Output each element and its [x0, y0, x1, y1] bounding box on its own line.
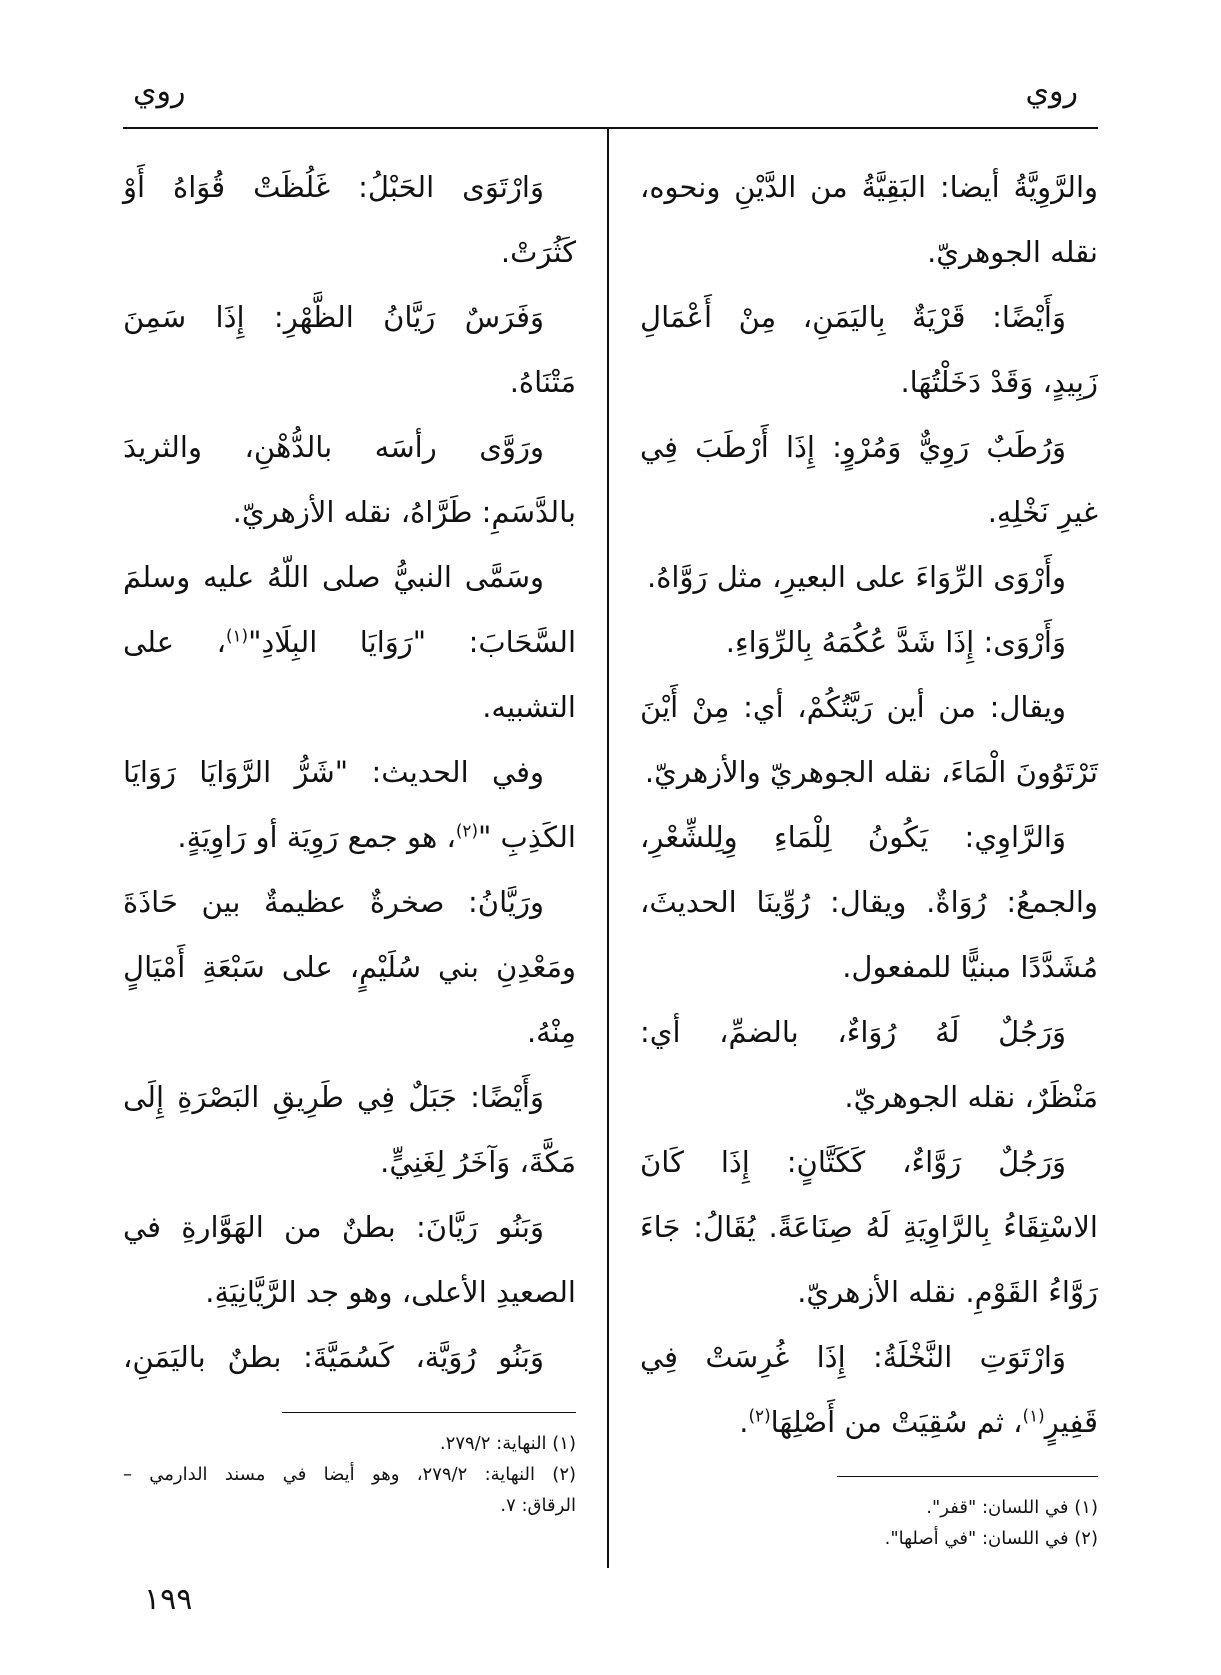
paragraph	[640, 155, 1098, 285]
text-line: وَأَرْوَى: إِذَا شَدَّ عُكُمَهُ بِالرِّوَاءِ.	[725, 625, 1066, 659]
text-line	[123, 805, 576, 870]
text-line: والرَّوِيَّةُ أيضا: البَقِيَّةُ من الدَّيْنِ ونحوه،	[640, 170, 1098, 204]
footnote: (١) في اللسان: "قفر".	[926, 1497, 1098, 1518]
text-segment: قَفِيرٍ	[1044, 1405, 1098, 1439]
text-line: التشبيه.	[482, 690, 576, 724]
text-line: وَأَيْضًا: جَبَلٌ فِي طَرِيقِ البَصْرَةِ إِلَى	[123, 1080, 544, 1114]
paragraph	[640, 610, 1098, 675]
text-line: وَرَجُلٌ لَهُ رُوَاءٌ، بالضمِّ، أي:	[640, 1015, 1066, 1049]
running-header-right: روي	[1025, 74, 1078, 109]
text-line: وَرُطَبٌ رَوِيٌّ وَمُرْوٍ: إِذَا أَرْطَبَ فِي	[640, 430, 1066, 464]
paragraph	[123, 740, 576, 870]
text-line: غيرِ نَخْلِهِ.	[987, 495, 1098, 529]
text-segment: ، على	[123, 625, 226, 659]
paragraph	[640, 545, 1098, 610]
page-number: ١٩٩	[144, 1582, 193, 1617]
text-line: تَرْتَوُونَ الْمَاءَ، نقله الجوهريّ والأزهريّ.	[644, 755, 1098, 789]
footnote: (٢) النهاية: ٢٧٩/٢، وهو أيضا في مسند الدارمي –	[123, 1464, 577, 1485]
text-segment: السَّحَابَ: "رَوَايَا البِلَادِ"	[248, 625, 576, 659]
text-line: والجمعُ: رُوَاةٌ. ويقال: رُوِّينَا الحديثَ،	[640, 885, 1098, 919]
footnote-rule-left	[282, 1412, 576, 1413]
text-line: مُشَدَّدًا مبنيًّا للمفعول.	[842, 950, 1098, 984]
text-line: وسَمَّى النبيُّ صلى اللّهُ عليه وسلمَ	[123, 560, 544, 594]
paragraph	[123, 1195, 576, 1325]
text-line: مَنْظَرٌ، نقله الجوهريّ.	[844, 1080, 1098, 1114]
text-line: وأَرْوَى الرِّوَاءَ على البعيرِ، مثل رَوَّاهُ.	[647, 560, 1066, 594]
paragraph	[640, 415, 1098, 545]
text-line	[123, 610, 576, 675]
running-header-left: روي	[133, 74, 186, 109]
text-line: نقله الجوهريّ.	[927, 235, 1098, 269]
text-line: رَوَّاءُ القَوْمِ. نقله الأزهريّ.	[797, 1275, 1098, 1309]
paragraph	[123, 285, 576, 415]
footnote: (١) النهاية: ٢٧٩/٢.	[439, 1433, 576, 1454]
text-segment: .	[739, 1405, 749, 1439]
text-segment: ، ثم سُقِيَتْ من أَصْلِهَا	[770, 1405, 1023, 1439]
text-line: وَفَرَسٌ رَيَّانُ الظَّهْرِ: إِذَا سَمِنَ	[123, 300, 544, 334]
text-line: مَكَّةَ، وَآخَرُ لِغَنِيٍّ.	[380, 1145, 576, 1179]
text-line: وَالرَّاوِي: يَكُونُ لِلْمَاءِ وِلِلشِّعْرِ،	[640, 820, 1066, 854]
text-line: ويقال: من أين رَيَّتُكُمْ، أي: مِنْ أَيْنَ	[640, 690, 1066, 724]
paragraph	[640, 675, 1098, 805]
paragraph	[123, 1065, 576, 1195]
text-line	[640, 1390, 1098, 1455]
paragraph	[123, 545, 576, 740]
paragraph	[123, 870, 576, 1065]
text-line: وفي الحديث: "شَرُّ الرَّوَايَا رَوَايَا	[123, 755, 544, 789]
text-line: وَارْتَوَتِ النَّخْلَةُ: إِذَا غُرِسَتْ فِي	[640, 1340, 1066, 1374]
text-line: ورَيَّانُ: صخرةٌ عظيمةٌ بين حَاذَةَ	[123, 885, 544, 919]
footnote-marker: (١)	[1022, 1405, 1045, 1426]
text-line: ومَعْدِنِ بني سُلَيْمٍ، على سَبْعَةِ أَمْيَالٍ	[123, 950, 576, 984]
text-line: الصعيدِ الأعلى، وهو جد الرَّيَّانِيَةِ.	[205, 1275, 576, 1309]
text-line: وَارْتَوَى الحَبْلُ: غَلُظَتْ قُوَاهُ أَوْ	[123, 170, 544, 204]
column-divider	[607, 128, 609, 1568]
footnote-marker: (٢)	[748, 1405, 771, 1426]
footnote: (٢) في اللسان: "في أصلها".	[884, 1528, 1098, 1549]
paragraph	[640, 805, 1098, 1000]
right-column	[640, 155, 1098, 1439]
footnote-continuation: الرقاق: ٧.	[500, 1495, 576, 1516]
text-segment: ، هو جمع رَوِيَة أو رَاوِيَةٍ.	[177, 820, 456, 854]
paragraph	[123, 1325, 576, 1390]
footnotes-right	[640, 1492, 1098, 1554]
header-rule	[123, 127, 1098, 129]
footnote-marker: (٢)	[455, 820, 478, 841]
text-line: كَثُرَتْ.	[500, 235, 576, 269]
paragraph	[640, 285, 1098, 415]
text-line: ورَوَّى رأسَه بالدُّهْنِ، والثريدَ	[123, 430, 544, 464]
paragraph	[640, 1000, 1098, 1130]
footnote-marker: (١)	[225, 625, 249, 646]
text-line: وَأَيْضًا: قَرْيَةٌ بِاليَمَنِ، مِنْ أَعْمَالِ	[640, 300, 1066, 334]
paragraph	[123, 415, 576, 545]
left-column	[123, 155, 576, 1415]
text-line: وَبَنُو رُوَيَّة، كَسُمَيَّةَ: بطنٌ باليَمَنِ،	[123, 1340, 544, 1374]
text-line: زَبِيدٍ، وَقَدْ دَخَلْتُهَا.	[900, 365, 1098, 399]
text-line: وَبَنُو رَيَّانَ: بطنٌ من الهَوَّارةِ في	[123, 1210, 544, 1244]
text-line: الاسْتِقَاءُ بِالرَّاوِيَةِ لَهُ صِنَاعَةً. يُقَالُ: جَاءَ	[640, 1210, 1098, 1244]
footnotes-left	[123, 1428, 576, 1521]
text-line: وَرَجُلٌ رَوَّاءٌ، كَكَتَّانٍ: إِذَا كَانَ	[640, 1145, 1066, 1179]
text-segment: الكَذِبِ "	[478, 820, 576, 854]
text-line: بالدَّسَمِ: طَرَّاهُ، نقله الأزهريّ.	[232, 495, 576, 529]
paragraph	[640, 1130, 1098, 1325]
paragraph	[123, 155, 576, 285]
paragraph	[640, 1325, 1098, 1455]
text-line: مِنْهُ.	[526, 1015, 576, 1049]
footnote-rule-right	[837, 1476, 1098, 1477]
text-line: مَتْنَاهُ.	[509, 365, 576, 399]
